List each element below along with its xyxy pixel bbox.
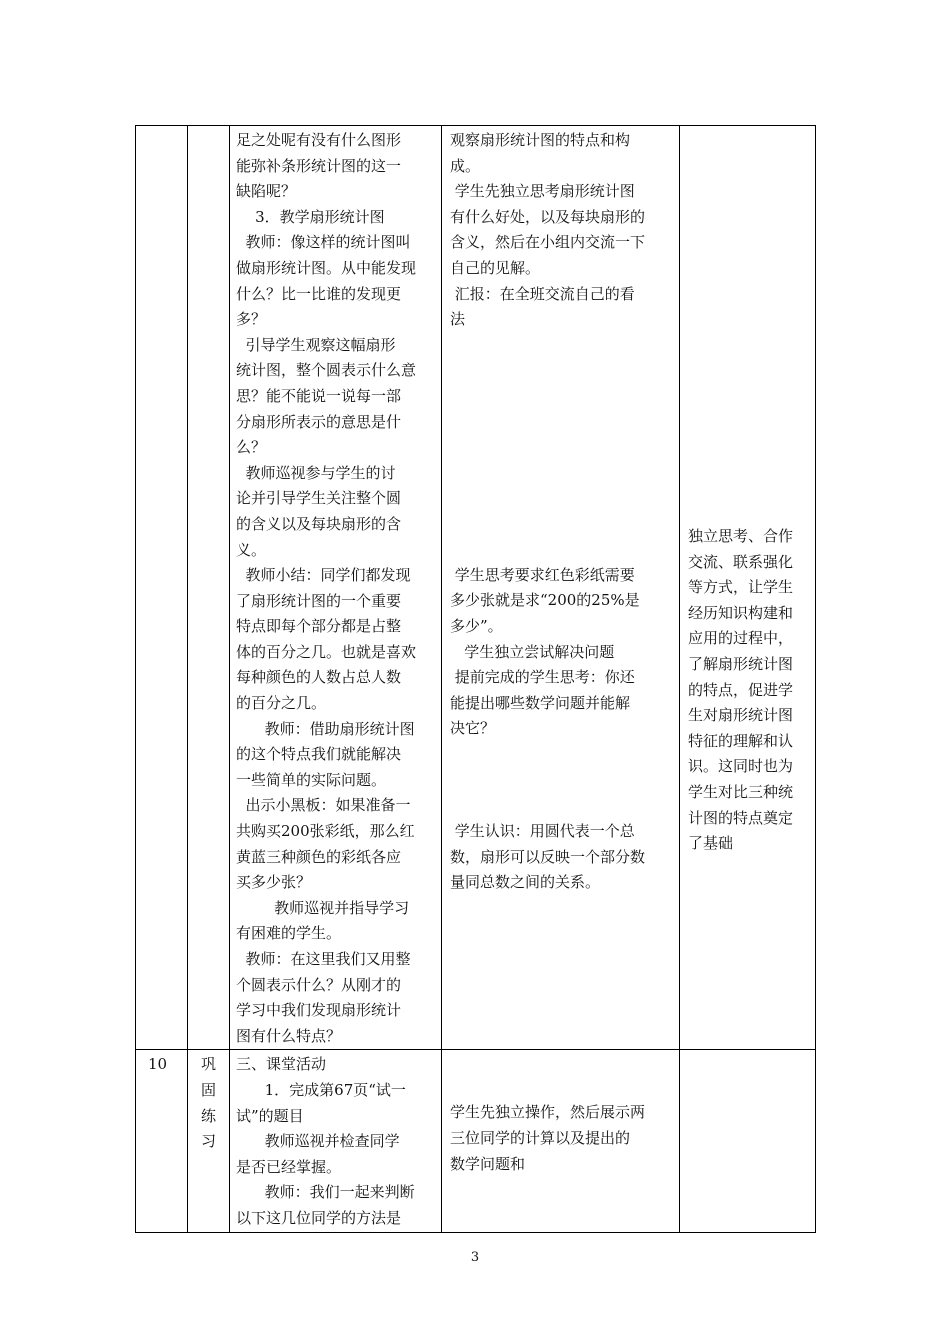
text-line: 特征的理解和认 xyxy=(688,731,794,750)
text-line: 教师：我们一起来判断 xyxy=(236,1183,415,1202)
text-line: 了扇形统计图的一个重要 xyxy=(236,591,402,610)
text-line: 共购买200张彩纸，那么红 xyxy=(236,822,415,841)
text-line: 能提出哪些数学问题并能解 xyxy=(450,693,631,712)
text-line: 教师：在这里我们又用整 xyxy=(236,950,411,968)
text-line: 多少张就是求“200的25%是 xyxy=(450,591,640,610)
text-line: 义。 xyxy=(236,540,267,559)
text-line: 了基础 xyxy=(688,834,734,853)
text-line: 学生先独立思考扇形统计图 xyxy=(450,182,635,201)
text-line: 习 xyxy=(200,1132,216,1151)
text-line: 3．教学扇形统计图 xyxy=(236,207,385,226)
text-line: 成。 xyxy=(450,156,481,175)
text-line: 的百分之几。 xyxy=(236,694,327,713)
text-line: 自己的见解。 xyxy=(450,258,541,277)
teacher-activity-cell xyxy=(230,126,442,1050)
text-line: 观察扇形统计图的特点和构 xyxy=(450,131,631,149)
text-line: 三、课堂活动 xyxy=(236,1055,327,1074)
text-line: 1．完成第67页“试一 xyxy=(236,1080,406,1099)
table-row xyxy=(136,1050,816,1232)
text-line: 教师巡视参与学生的讨 xyxy=(236,463,396,482)
design-intent-cell xyxy=(680,126,816,1050)
text-line: 生对扇形统计图 xyxy=(688,706,794,725)
student-activity-cell xyxy=(442,126,680,1050)
text-line: 特点即每个部分都是占整 xyxy=(236,617,402,636)
text-line: 独立思考、合作 xyxy=(688,527,794,545)
text-line: 教师巡视并指导学习 xyxy=(236,898,410,917)
text-line: 教师：借助扇形统计图 xyxy=(236,719,415,738)
minutes-value: 10 xyxy=(148,1055,168,1074)
text-line: 有困难的学生。 xyxy=(236,924,342,943)
student-activity-cell xyxy=(442,1050,680,1232)
text-line: 多？ xyxy=(236,310,267,329)
minutes-cell xyxy=(136,126,188,1050)
text-line: 多少”。 xyxy=(450,616,503,635)
text-line: 缺陷呢？ xyxy=(236,182,297,201)
text-line: 的含义以及每块扇形的含 xyxy=(236,514,402,533)
text-line: 引导学生观察这幅扇形 xyxy=(236,335,396,354)
text-line: 数学问题和 xyxy=(450,1154,526,1173)
page-number: 3 xyxy=(470,1250,480,1265)
text-line: 出示小黑板：如果准备一 xyxy=(236,796,411,815)
text-line: 学习中我们发现扇形统计 xyxy=(236,1001,402,1020)
text-line: 黄蓝三种颜色的彩纸各应 xyxy=(236,847,402,866)
text-line: 应用的过程中， xyxy=(688,629,794,648)
table-row xyxy=(136,126,816,1050)
text-line: 了解扇形统计图 xyxy=(688,654,794,673)
text-line: 学生认识：用圆代表一个总 xyxy=(450,821,635,840)
text-line: 经历知识构建和 xyxy=(688,603,794,622)
design-intent-cell xyxy=(680,1050,816,1232)
text-line: 提前完成的学生思考：你还 xyxy=(450,668,635,687)
text-line: 学生对比三种统 xyxy=(688,782,794,801)
text-line: 教师：像这样的统计图叫 xyxy=(236,233,411,252)
teacher-activity-cell xyxy=(230,1050,442,1232)
text-line: 试”的题目 xyxy=(236,1106,304,1125)
text-line: 分扇形所表示的意思是什 xyxy=(236,412,402,431)
text-line: 学生先独立操作，然后展示两 xyxy=(450,1103,646,1122)
text-line: 体的百分之几。也就是喜欢 xyxy=(236,642,417,661)
text-line: 三位同学的计算以及提出的 xyxy=(450,1128,631,1147)
lesson-plan-table xyxy=(135,125,816,1233)
text-line: 个圆表示什么？从刚才的 xyxy=(236,975,402,994)
text-line: 买多少张？ xyxy=(236,873,312,892)
text-line: 统计图，整个圆表示什么意 xyxy=(236,361,417,380)
text-line: 图有什么特点？ xyxy=(236,1026,342,1045)
minutes-cell xyxy=(136,1050,188,1232)
text-line: 做扇形统计图。从中能发现 xyxy=(236,258,417,277)
text-line: 交流、联系强化 xyxy=(688,552,794,571)
text-line: 么？ xyxy=(236,438,267,457)
text-line: 等方式，让学生 xyxy=(688,578,794,597)
text-line: 思？能不能说一说每一部 xyxy=(236,386,402,405)
text-line: 汇报：在全班交流自己的看 xyxy=(450,284,635,303)
text-line: 教师小结：同学们都发现 xyxy=(236,566,411,585)
text-line: 数，扇形可以反映一个部分数 xyxy=(450,847,646,866)
text-line: 以下这几位同学的方法是 xyxy=(236,1208,402,1227)
text-line: 决它？ xyxy=(450,719,496,738)
text-line: 论并引导学生关注整个圆 xyxy=(236,489,402,508)
text-line: 识。这同时也为 xyxy=(688,757,794,776)
text-line: 什么？比一比谁的发现更 xyxy=(236,284,402,303)
text-line: 有什么好处，以及每块扇形的 xyxy=(450,207,646,226)
text-line: 计图的特点奠定 xyxy=(688,808,794,827)
stage-cell xyxy=(188,126,230,1050)
text-line: 法 xyxy=(450,310,466,329)
text-line: 每种颜色的人数占总人数 xyxy=(236,668,402,687)
text-line: 是否已经掌握。 xyxy=(236,1157,342,1176)
text-line: 足之处呢有没有什么图形 xyxy=(236,131,402,149)
text-line: 能弥补条形统计图的这一 xyxy=(236,156,402,175)
text-line: 量同总数之间的关系。 xyxy=(450,873,601,892)
text-line: 的这个特点我们就能解决 xyxy=(236,745,402,764)
text-line: 学生思考要求红色彩纸需要 xyxy=(450,565,635,584)
text-line: 含义，然后在小组内交流一下 xyxy=(450,233,646,252)
text-line: 练 xyxy=(200,1106,216,1125)
text-line: 一些简单的实际问题。 xyxy=(236,770,387,789)
text-line: 的特点，促进学 xyxy=(688,680,794,699)
stage-cell xyxy=(188,1050,230,1232)
text-line: 学生独立尝试解决问题 xyxy=(450,642,615,661)
text-line: 教师巡视并检查同学 xyxy=(236,1132,400,1151)
text-line: 固 xyxy=(200,1080,216,1099)
text-line: 巩 xyxy=(200,1055,216,1074)
